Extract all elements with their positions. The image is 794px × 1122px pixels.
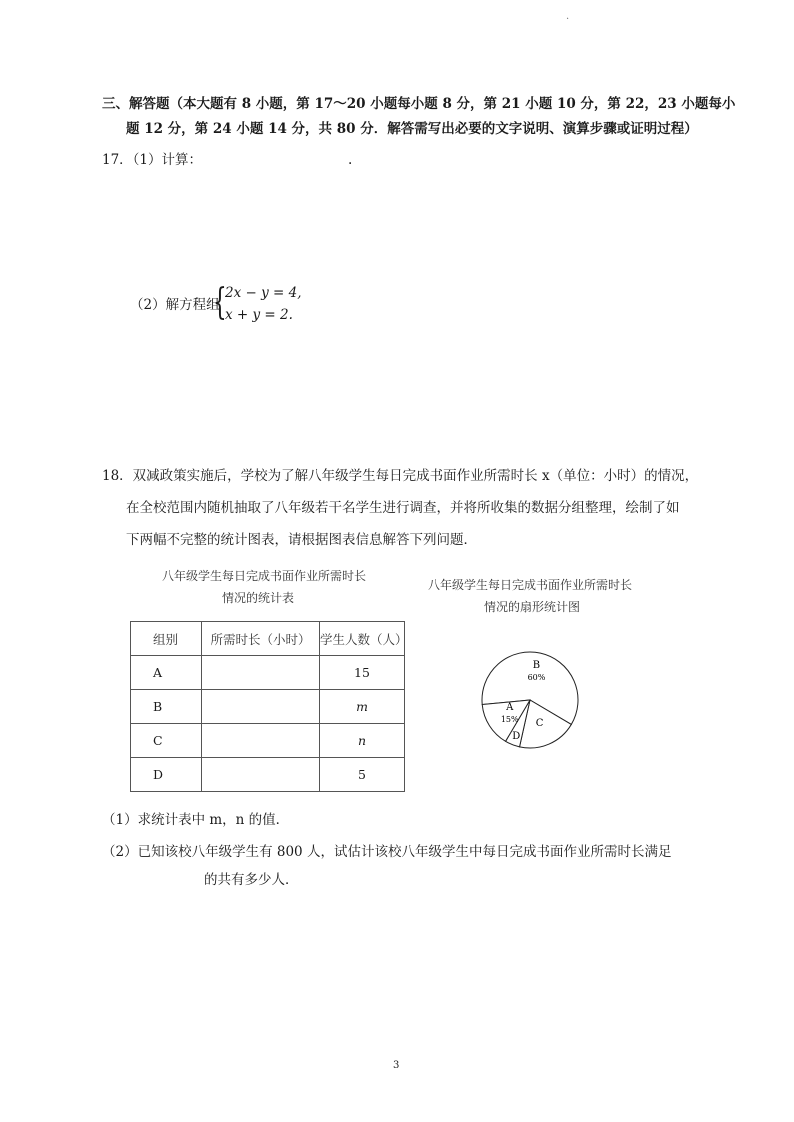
header-count: 学生人数（人） — [320, 622, 405, 656]
table-row — [131, 724, 405, 758]
section-heading-line1: 三、解答题（本大题有 8 小题，第 17～20 小题每小题 8 分，第 21 小题 10 分，第 22，23 小题每小 — [102, 96, 736, 112]
header-duration: 所需时长（小时） — [202, 622, 320, 656]
equation-2: x + y = 2. — [225, 307, 293, 323]
q18-sub2-line2: 的共有多少人． — [204, 872, 299, 888]
pie-label-c: C — [535, 718, 544, 730]
pie-value-b: 60% — [527, 672, 546, 682]
table-row — [131, 656, 405, 690]
q17-part1-period: . — [348, 152, 353, 168]
row-count: n — [320, 724, 405, 758]
page-number: 3 — [393, 1060, 400, 1071]
q18-line3: 下两幅不完整的统计图表，请根据图表信息解答下列问题． — [126, 532, 477, 548]
equation-brace: { — [213, 282, 227, 323]
table-row — [131, 690, 405, 724]
pie-value-a: 15% — [500, 714, 519, 724]
table-row — [131, 758, 405, 792]
q18-line1: 18．双减政策实施后，学校为了解八年级学生每日完成书面作业所需时长 x（单位：小时）的情况， — [102, 468, 699, 484]
row-count: 5 — [320, 758, 405, 792]
row-duration — [202, 690, 320, 724]
row-group: D — [131, 758, 202, 792]
q18-sub2-line1: （2）已知该校八年级学生有 800 人，试估计该校八年级学生中每日完成书面作业所需时长满足 — [102, 844, 672, 860]
row-count: m — [320, 690, 405, 724]
equation-1: 2x − y = 4, — [225, 285, 302, 301]
row-group: B — [131, 690, 202, 724]
stat-table — [130, 621, 408, 792]
table-title-line2: 情况的统计表 — [222, 591, 295, 605]
row-duration — [202, 758, 320, 792]
table-header-row — [131, 622, 405, 656]
q17-part2-label: （2）解方程组 — [130, 297, 220, 313]
table-title-line1: 八年级学生每日完成书面作业所需时长 — [162, 569, 367, 583]
row-count: 15 — [320, 656, 405, 690]
row-duration — [202, 656, 320, 690]
pie-chart — [470, 640, 590, 760]
section-heading-line2: 题 12 分，第 24 小题 14 分，共 80 分．解答需写出必要的文字说明、演算步骤或证明过程） — [126, 121, 698, 137]
pie-title-line1: 八年级学生每日完成书面作业所需时长 — [428, 578, 633, 592]
q17-part1: 17．（1）计算： — [102, 152, 203, 168]
q18-line2: 在全校范围内随机抽取了八年级若干名学生进行调查，并将所收集的数据分组整理，绘制了如 — [126, 500, 680, 516]
pie-title-line2: 情况的扇形统计图 — [484, 600, 581, 614]
pie-label-a: A — [506, 701, 514, 713]
row-group: A — [131, 656, 202, 690]
corner-mark: . — [566, 11, 570, 22]
q18-sub1: （1）求统计表中 m，n 的值． — [102, 812, 290, 828]
row-group: C — [131, 724, 202, 758]
header-group: 组别 — [131, 622, 202, 656]
pie-label-d: D — [512, 730, 521, 742]
pie-label-b: B — [532, 659, 541, 671]
row-duration — [202, 724, 320, 758]
